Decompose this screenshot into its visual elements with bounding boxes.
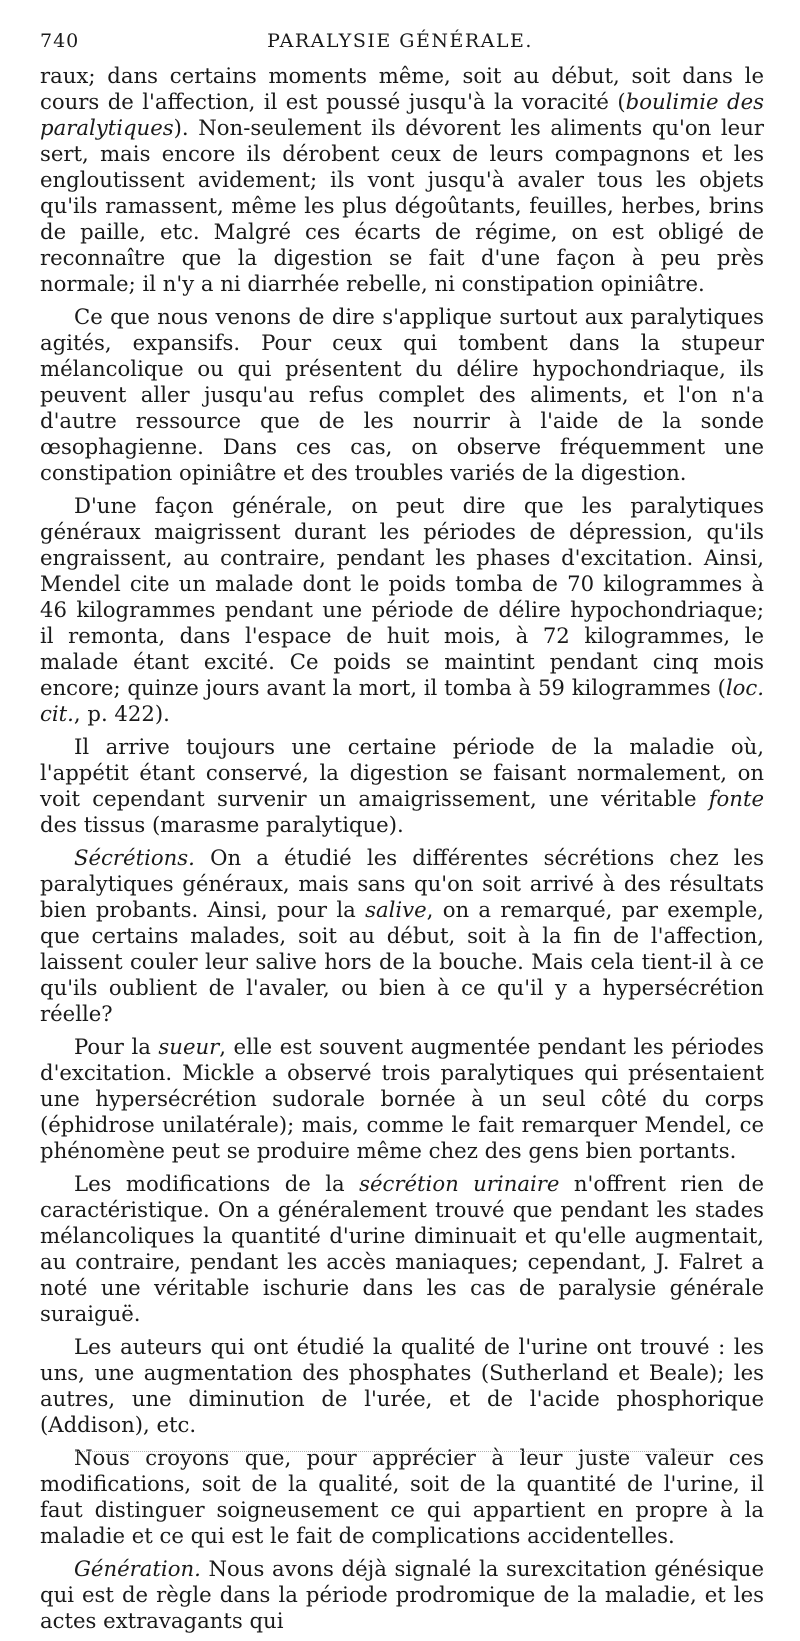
italic-term: boulimie des paralytiques: [40, 89, 764, 140]
italic-term: fonte: [708, 786, 764, 811]
italic-term: sécrétion urinaire: [359, 1171, 560, 1196]
footer-rule: [75, 1451, 705, 1452]
text-run: ). Non-seulement ils dévorent les aliments qu'on leur sert, mais encore ils dérobent ceux de leurs compagnons et les engloutissent avidement; ils vont jusqu'à avaler tous les objets qu'ils ramassent, même les plus dégoûtants, feuilles, herbes, brins de paille, etc. Malgré ces écarts de régime, on est obligé de reconnaître que la digestion se fait d'une façon à peu près normale; il n'y a ni diarrhée rebelle, ni constipation opiniâtre.: [40, 115, 764, 296]
text-run: Les modifications de la: [74, 1171, 360, 1196]
paragraph: [40, 734, 764, 838]
paragraph: [40, 1556, 764, 1634]
paragraph: [40, 1334, 764, 1438]
text-run: Les auteurs qui ont étudié la qualité de l'urine ont trouvé : les uns, une augmentation des phosphates (Sutherland et Beale); les autres, une diminution de l'urée, et de l'acide phosphorique (Addison), etc.: [40, 1334, 764, 1437]
italic-term: sueur: [158, 1034, 220, 1059]
italic-term: salive: [365, 897, 427, 922]
text-run: Pour la: [74, 1034, 159, 1059]
text-run: Ce que nous venons de dire s'applique surtout aux paralytiques agités, expansifs. Pour ceux qui tombent dans la stupeur mélancolique ou qui présentent du délire hypochondriaque, ils peuvent aller jusqu'au refus complet des aliments, et l'on n'a d'autre ressource que de les nourrir à l'aide de la sonde œsophagienne. Dans ces cas, on observe fréquemment une constipation opiniâtre et des troubles variés de la digestion.: [40, 304, 764, 485]
italic-term: loc. cit.: [40, 675, 764, 726]
text-run: Nous croyons que, pour apprécier à leur juste valeur ces modifications, soit de la qualité, soit de la quantité de l'urine, il faut distinguer soigneusement ce qui appartient en propre à la maladie et ce qui est le fait de complications accidentelles.: [40, 1445, 764, 1548]
text-run: , on a remarqué, par exemple, que certains malades, soit au début, soit à la fin de l'affection, laissent couler leur salive hors de la bouche. Mais cela tient-il à ce qu'ils oublient de l'avaler, ou bien à ce qu'il y a hypersécrétion réelle?: [40, 897, 765, 1026]
page-number: 740: [40, 30, 80, 52]
paragraph: [40, 845, 764, 1027]
text-run: des tissus (marasme paralytique).: [40, 812, 404, 837]
italic-term: Génération.: [74, 1556, 201, 1581]
paragraph: [40, 1171, 764, 1327]
italic-term: Sécrétions.: [74, 845, 195, 870]
paragraph: [40, 493, 764, 727]
running-title: PARALYSIE GÉNÉRALE.: [267, 30, 533, 52]
paragraph: [40, 1445, 764, 1549]
text-run: Nous avons déjà signalé la surexcitation génésique qui est de règle dans la période prodromique de la maladie, et les actes extravagants qui: [40, 1556, 764, 1633]
paragraph: [40, 63, 764, 297]
text-run: Il arrive toujours une certaine période de la maladie où, l'appétit étant conservé, la digestion se faisant normalement, on voit cependant survenir un amaigrissement, une véritable: [40, 734, 764, 811]
text-run: D'une façon générale, on peut dire que les paralytiques généraux maigrissent durant les périodes de dépression, qu'ils engraissent, au contraire, pendant les phases d'excitation. Ainsi, Mendel cite un malade dont le poids tomba de 70 kilogrammes à 46 kilogrammes pendant une période de délire hypochondriaque; il remonta, dans l'espace de huit mois, à 72 kilogrammes, le malade étant excité. Ce poids se maintint pendant cinq mois encore; quinze jours avant la mort, il tomba à 59 kilogrammes (: [40, 493, 764, 700]
body-text: [40, 63, 764, 1641]
text-run: , p. 422).: [73, 701, 170, 726]
text-run: , elle est souvent augmentée pendant les périodes d'excitation. Mickle a observé trois paralytiques qui présentaient une hypersécrétion sudorale bornée à un seul côté du corps (éphidrose unilatérale); mais, comme le fait remarquer Mendel, ce phénomène peut se produire même chez des gens bien portants.: [40, 1034, 764, 1163]
text-run: On a étudié les différentes sécrétions chez les paralytiques généraux, mais sans qu'on soit arrivé à des résultats bien probants. Ainsi, pour la: [40, 845, 764, 922]
text-run: n'offrent rien de caractéristique. On a généralement trouvé que pendant les stades mélancoliques la quantité d'urine diminuait et qu'elle augmentait, au contraire, pendant les accès maniaques; cependant, J. Falret a noté une véritable ischurie dans les cas de paralysie générale suraiguë.: [40, 1171, 764, 1326]
paragraph: [40, 1034, 764, 1164]
text-run: raux; dans certains moments même, soit au début, soit dans le cours de l'affection, il est poussé jusqu'à la voracité (: [40, 63, 764, 114]
paragraph: [40, 304, 764, 486]
page-header: [40, 30, 760, 60]
